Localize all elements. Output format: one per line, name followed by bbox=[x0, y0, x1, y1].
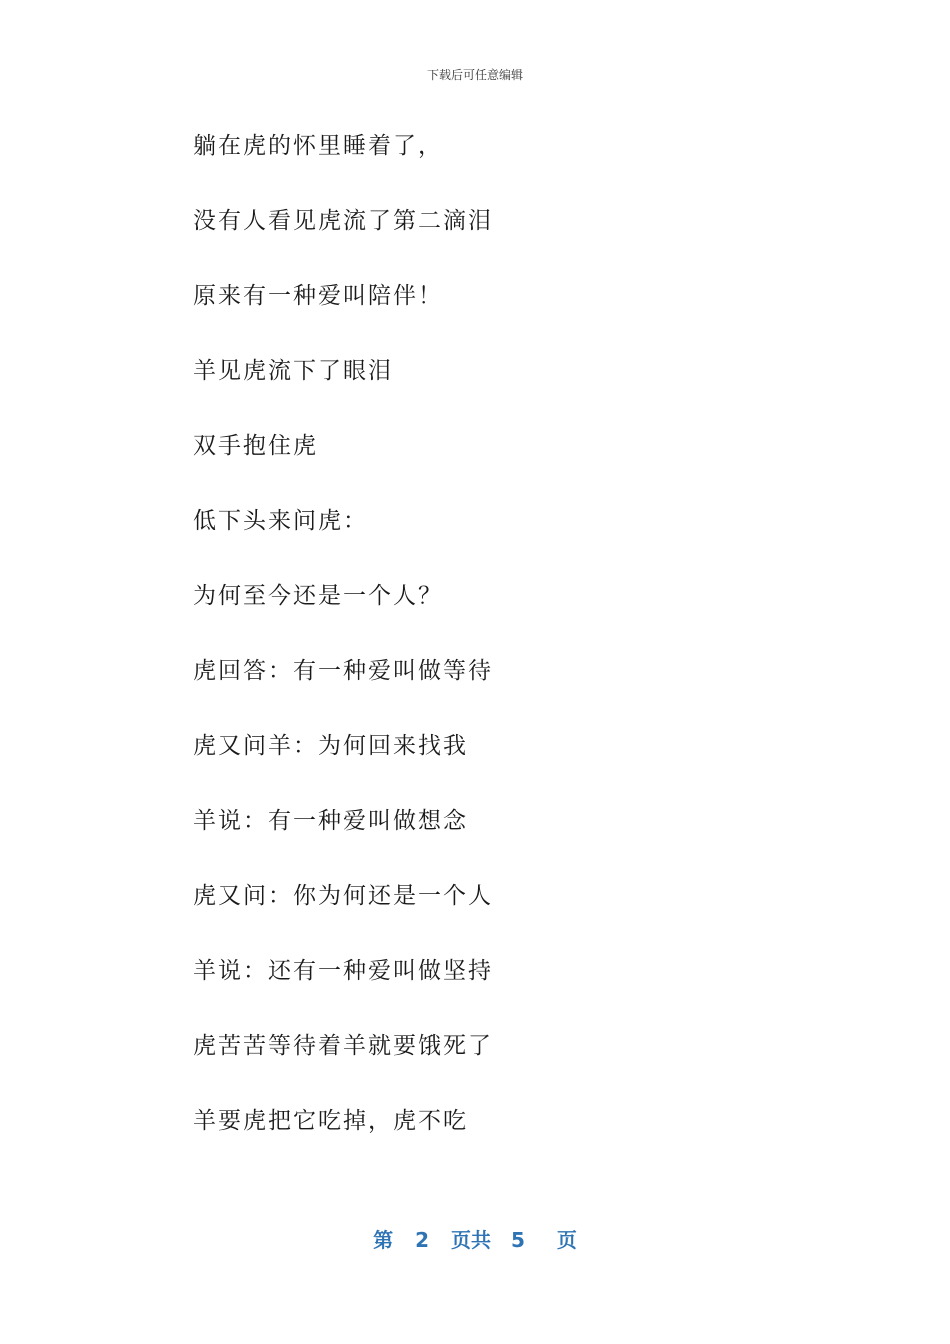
text-line: 双手抱住虎 bbox=[193, 433, 318, 459]
document-body bbox=[193, 128, 813, 1178]
current-page-number: 2 bbox=[415, 1228, 429, 1252]
text-line: 虎苦苦等待着羊就要饿死了 bbox=[193, 1033, 493, 1059]
text-line: 羊见虎流下了眼泪 bbox=[193, 358, 393, 384]
text-line: 低下头来问虎： bbox=[193, 508, 368, 534]
text-line: 羊说：还有一种爱叫做坚持 bbox=[193, 958, 493, 984]
footer-suffix: 页 bbox=[556, 1228, 577, 1252]
text-line: 虎回答：有一种爱叫做等待 bbox=[193, 658, 493, 684]
total-pages-number: 5 bbox=[511, 1228, 525, 1252]
text-line: 原来有一种爱叫陪伴！ bbox=[193, 283, 443, 309]
text-line: 虎又问羊：为何回来找我 bbox=[193, 733, 468, 759]
text-line: 为何至今还是一个人？ bbox=[193, 583, 443, 609]
page-number-footer bbox=[0, 1224, 950, 1253]
page-header-note: 下载后可任意编辑 bbox=[426, 68, 523, 82]
text-line: 羊说：有一种爱叫做想念 bbox=[193, 808, 468, 834]
text-line: 躺在虎的怀里睡着了， bbox=[193, 133, 443, 159]
text-line: 羊要虎把它吃掉，虎不吃 bbox=[193, 1108, 468, 1134]
text-line: 虎又问：你为何还是一个人 bbox=[193, 883, 493, 909]
text-line: 没有人看见虎流了第二滴泪 bbox=[193, 208, 493, 234]
footer-middle: 页共 bbox=[451, 1228, 491, 1252]
footer-prefix: 第 bbox=[373, 1228, 394, 1252]
